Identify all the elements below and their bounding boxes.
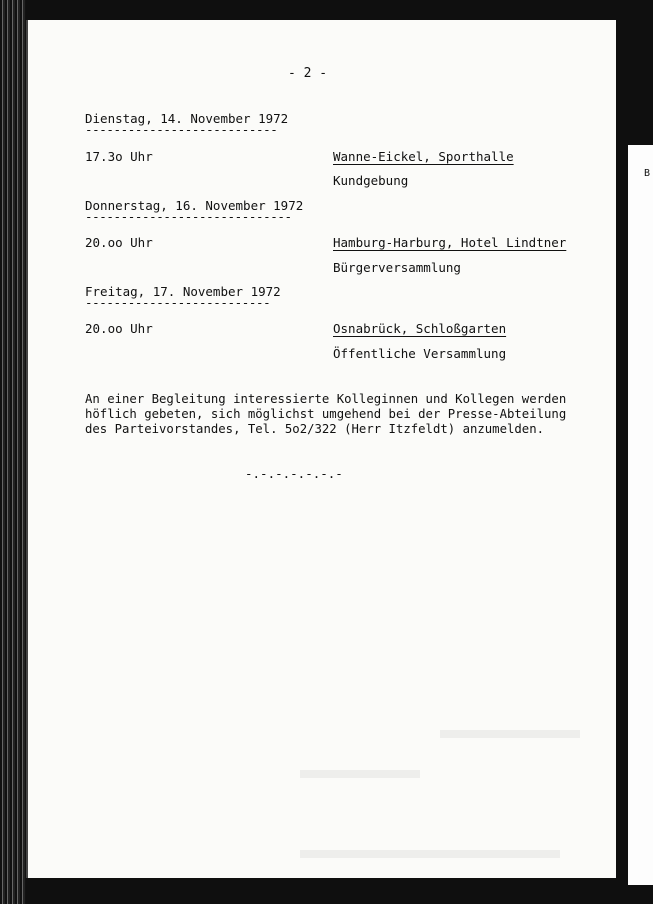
event-time: 17.3o Uhr <box>85 149 153 164</box>
event-date-underline: --------------------------- <box>85 122 278 137</box>
paragraph-line: höflich gebeten, sich möglichst umgehend bei der Presse-Abteilung <box>85 407 567 421</box>
paragraph-line: des Parteivorstandes, Tel. 5o2/322 (Herr Itzfeldt) anzumelden. <box>85 422 545 436</box>
event-date: Donnerstag, 16. November 1972 <box>85 198 304 213</box>
event-date: Dienstag, 14. November 1972 <box>85 111 289 126</box>
show-through-mark <box>300 770 420 778</box>
page-binding <box>0 0 26 904</box>
event-time: 20.oo Uhr <box>85 321 153 336</box>
event-type: Kundgebung <box>333 173 409 188</box>
event-type: Bürgerversammlung <box>333 260 461 275</box>
event-date-underline: ----------------------------- <box>85 209 292 224</box>
show-through-mark <box>300 850 560 858</box>
end-mark: -.-.-.-.-.-.- <box>245 466 343 481</box>
adjacent-page-text: B <box>644 168 651 179</box>
closing-paragraph <box>85 392 565 437</box>
show-through-mark <box>440 730 580 738</box>
event-place: Osnabrück, Schloßgarten <box>333 321 507 336</box>
event-place: Hamburg-Harburg, Hotel Lindtner <box>333 235 567 250</box>
event-date: Freitag, 17. November 1972 <box>85 284 281 299</box>
event-date-underline: -------------------------- <box>85 295 271 310</box>
adjacent-page-strip <box>628 145 653 885</box>
event-type: Öffentliche Versammlung <box>333 346 507 361</box>
paragraph-line: An einer Begleitung interessierte Kolleginnen und Kollegen werden <box>85 392 567 406</box>
event-place: Wanne-Eickel, Sporthalle <box>333 149 514 164</box>
event-time: 20.oo Uhr <box>85 235 153 250</box>
page-number: - 2 - <box>288 66 328 81</box>
